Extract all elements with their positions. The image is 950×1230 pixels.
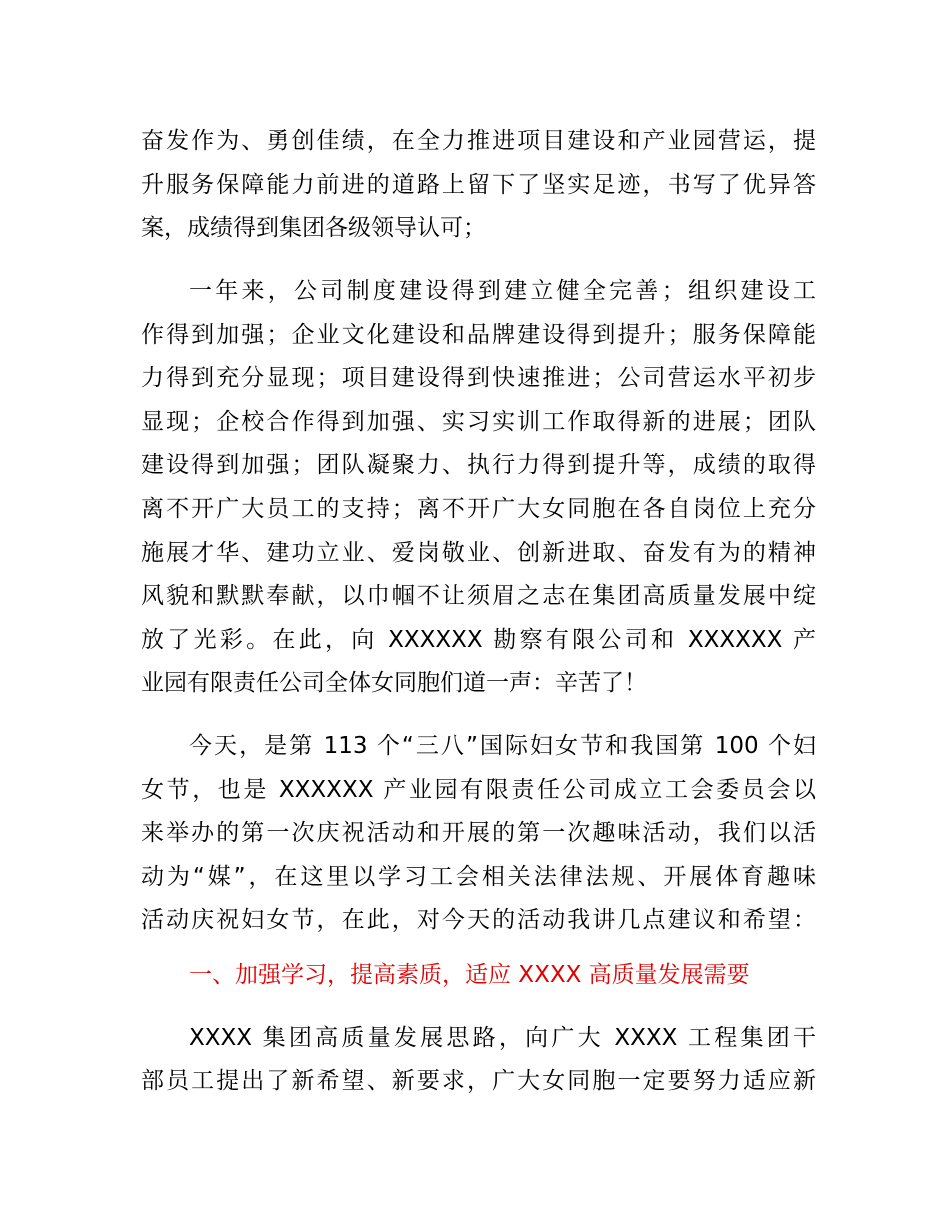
- paragraph-line: 施展才华、建功立业、爱岗敬业、创新进取、奋发有为的精神: [141, 540, 816, 566]
- paragraph-line: XXXX 集团高质量发展思路，向广大 XXXX 工程集团干: [189, 1025, 816, 1051]
- paragraph-line: 离不开广大员工的支持；离不开广大女同胞在各自岗位上充分: [141, 496, 816, 522]
- paragraph-line: 一年来，公司制度建设得到建立健全完善；组织建设工: [189, 278, 816, 304]
- paragraph-line: 奋发作为、勇创佳绩，在全力推进项目建设和产业园营运，提: [141, 128, 816, 154]
- paragraph-line: 部员工提出了新希望、新要求，广大女同胞一定要努力适应新: [141, 1068, 816, 1094]
- paragraph-line: 来举办的第一次庆祝活动和开展的第一次趣味活动，我们以活: [141, 820, 816, 846]
- paragraph-line: 今天，是第 113 个“三八”国际妇女节和我国第 100 个妇: [189, 733, 816, 759]
- paragraph-line: 升服务保障能力前进的道路上留下了坚实足迹，书写了优异答: [141, 172, 816, 198]
- paragraph-line: 业园有限责任公司全体女同胞们道一声：辛苦了！: [141, 670, 647, 696]
- paragraph-line: 案，成绩得到集团各级领导认可；: [141, 215, 486, 241]
- paragraph-line: 作得到加强；企业文化建设和品牌建设得到提升；服务保障能: [141, 322, 816, 348]
- paragraph-line: 动为“媒”，在这里以学习工会相关法律法规、开展体育趣味: [141, 864, 816, 890]
- paragraph-line: 活动庆祝妇女节，在此，对今天的活动我讲几点建议和希望：: [141, 907, 816, 933]
- paragraph-line: 力得到充分显现；项目建设得到快速推进；公司营运水平初步: [141, 365, 816, 391]
- paragraph-line: 显现；企校合作得到加强、实习实训工作取得新的进展；团队: [141, 409, 816, 435]
- section-heading: 一、加强学习，提高素质，适应 XXXX 高质量发展需要: [189, 962, 750, 988]
- paragraph-line: 建设得到加强；团队凝聚力、执行力得到提升等，成绩的取得: [141, 452, 816, 478]
- paragraph-line: 女节，也是 XXXXXX 产业园有限责任公司成立工会委员会以: [141, 777, 816, 803]
- paragraph-line: 放了光彩。在此，向 XXXXXX 勘察有限公司和 XXXXXX 产: [141, 627, 816, 653]
- paragraph-line: 风貌和默默奉献，以巾帼不让须眉之志在集团高质量发展中绽: [141, 583, 816, 609]
